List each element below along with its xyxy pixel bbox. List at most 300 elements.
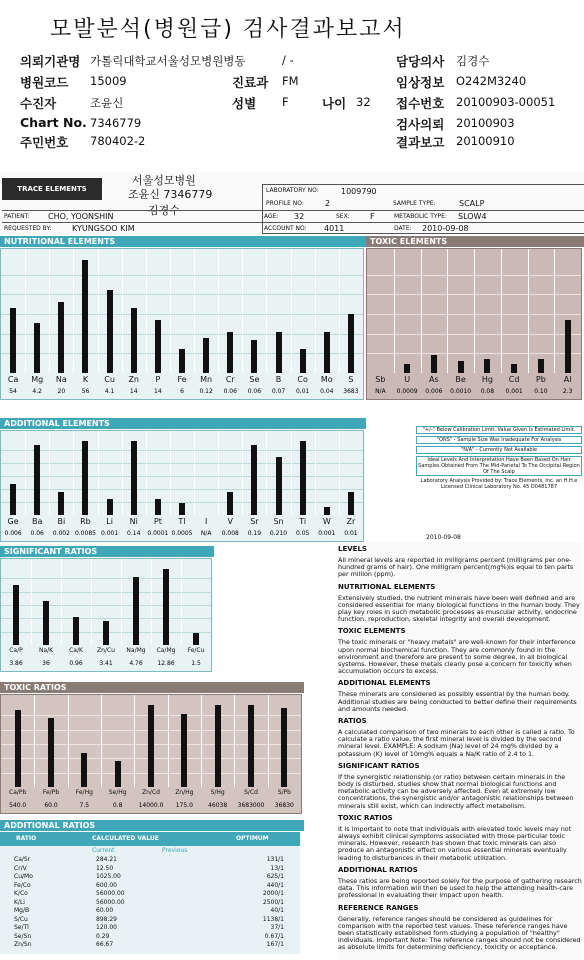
ar-sub-previous: Previous xyxy=(162,847,188,854)
legend-lab: Laboratory Analysis Provided by: Trace Elements, Inc. an H.H.e Licensed Clinical Laboratory No. 45 D0481787 xyxy=(420,478,578,490)
additional-column-divider xyxy=(339,431,340,515)
ar-header xyxy=(0,832,300,846)
date-value: 2010-09-08 xyxy=(422,224,469,233)
nutritional-symbol: K xyxy=(82,375,89,384)
ar-current: 12.50 xyxy=(96,864,114,872)
additional-column-divider xyxy=(266,431,267,515)
explanation-heading: LEVELS xyxy=(338,545,367,553)
toxic_ratios-symbol: Ca/Pb xyxy=(9,789,27,796)
explanation-body: A calculated comparison of two minerals to each other is called a ratio. To calculate a ratio value, the first mineral level is divided by the second mineral level. EXAMPLE: A sodium (Na) level of 24 mg% divided by a potassium (K) level of 10mg% equals a Na/K ratio of 2.4 to 1. xyxy=(338,728,575,758)
additional-value: 0.06 xyxy=(30,530,44,537)
explanation-body: These ratios are being reported solely for the purpose of gathering research data. This information will then be used to help the attending health-care professional in evaluating their impact upon health. xyxy=(338,876,582,900)
additional-symbol: Pt xyxy=(153,517,162,526)
nutritional-bar xyxy=(300,349,306,373)
toxic-bar xyxy=(404,364,410,373)
additional-gridline xyxy=(1,463,363,464)
nutritional-gridline xyxy=(1,314,363,315)
lab-no-label: LABORATORY NO: xyxy=(266,187,319,194)
sample-value: SCALP xyxy=(459,199,485,208)
additional-gridline xyxy=(1,450,363,451)
additional-column-divider xyxy=(73,431,74,515)
additional-bar xyxy=(300,441,306,515)
additional-column-divider xyxy=(49,431,50,515)
significant-column-divider xyxy=(91,559,92,645)
additional-symbol: Ge xyxy=(7,517,19,526)
additional-chart xyxy=(0,430,364,542)
value-clinical-info: O242M3240 xyxy=(456,74,527,88)
toxic_ratios-column-divider xyxy=(234,695,235,787)
metabolic-value: SLOW4 xyxy=(458,212,487,221)
significant-symbol: Na/Mg xyxy=(126,647,146,654)
value-report-date: 20100910 xyxy=(456,134,515,148)
ar-optimum: 0.67/1 xyxy=(264,932,284,940)
header-block xyxy=(20,52,580,152)
explanation-heading: ADDITIONAL ELEMENTS xyxy=(338,679,431,688)
ar-ratio: Se/Sn xyxy=(14,932,32,940)
toxic_ratios-symbol: Se/Hg xyxy=(108,789,127,796)
ar-col-calc: CALCULATED VALUE xyxy=(92,835,159,842)
nutritional-value: 14 xyxy=(129,388,138,395)
label-chart-no: Chart No. xyxy=(20,115,87,130)
nutritional-column-divider xyxy=(339,249,340,373)
sex-label: SEX: xyxy=(336,213,350,220)
toxic-bar xyxy=(484,359,490,373)
ar-ratio: Se/Tl xyxy=(14,924,29,931)
explanation-body: All mineral levels are reported in milligrams percent (milligrams per one-hundred grams of hair). One milligram percent(mg%)is equal to ten parts per million (ppm). xyxy=(338,556,574,579)
significant-bar xyxy=(73,617,79,645)
nutritional-value: 3683 xyxy=(343,388,359,395)
label-hospital-code: 병원코드 xyxy=(20,75,69,90)
toxic_ratios-bar xyxy=(115,761,121,787)
toxic-value: 0.006 xyxy=(425,388,443,395)
value-patient: 조윤신 xyxy=(90,96,124,110)
toxic-value: 0.001 xyxy=(505,388,523,395)
value-ward: / - xyxy=(282,53,294,67)
value-institution: 가톨릭대학교서울성모병원병동 xyxy=(90,54,246,68)
nutritional-symbol: Fe xyxy=(177,375,187,384)
additional-column-divider xyxy=(194,431,195,515)
toxic_ratios-column-divider xyxy=(34,695,35,787)
toxic-value: 0.0010 xyxy=(450,388,472,395)
toxic-value: 0.08 xyxy=(480,388,495,395)
additional-symbol: Ba xyxy=(31,517,43,526)
nutritional-bar xyxy=(155,320,161,373)
additional-symbol: Rb xyxy=(80,517,91,526)
lab-report-scan xyxy=(0,172,584,960)
nutritional-symbol: Co xyxy=(297,375,308,384)
nutritional-heading: NUTRITIONAL ELEMENTS xyxy=(0,236,366,247)
ar-current: 66.67 xyxy=(96,941,114,948)
ar-optimum: 440/1 xyxy=(266,881,284,889)
ar-optimum: 131/1 xyxy=(266,856,284,863)
explanation-body: These minerals are considered as possibly essential by the human body. Additional studies are being conducted to better define their requirements and amounts needed. xyxy=(338,690,577,713)
significant-symbol: Na/K xyxy=(38,647,54,654)
ar-current: 56000.00 xyxy=(96,898,125,906)
toxic_ratios-symbol: S/Cd xyxy=(244,789,258,796)
toxic_ratios-symbol: S/Pb xyxy=(277,789,291,796)
nutritional-symbol: Mg xyxy=(31,375,44,384)
nutritional-bar xyxy=(348,314,354,373)
nutritional-value: 0.06 xyxy=(247,388,262,395)
nutritional-gridline xyxy=(1,334,363,335)
ar-row xyxy=(0,882,300,890)
nutritional-symbol: Cu xyxy=(104,375,115,384)
significant-column-divider xyxy=(181,559,182,645)
nutritional-value: 54 xyxy=(9,388,17,395)
nutritional-symbol: Zn xyxy=(128,375,139,384)
toxic-bar xyxy=(511,364,517,373)
ar-ratio: Fe/Co xyxy=(14,881,31,889)
nutritional-value: 4.2 xyxy=(32,388,42,395)
toxic-ratios-heading: TOXIC RATIOS xyxy=(0,682,304,693)
ar-ratio: K/Co xyxy=(14,890,28,897)
ar-row xyxy=(0,933,300,941)
nutritional-gridline xyxy=(1,294,363,295)
ar-optimum: 37/1 xyxy=(270,924,284,931)
label-patient: 수진자 xyxy=(20,96,57,111)
toxic_ratios-value: 0.8 xyxy=(112,802,123,809)
lab-hospital-name: 서울성모병원 xyxy=(132,174,196,187)
toxic-column-divider xyxy=(394,249,395,373)
ar-current: 0.29 xyxy=(96,932,110,940)
additional-value: 0.006 xyxy=(4,530,22,537)
additional-bar xyxy=(10,484,16,515)
additional-symbol: Ti xyxy=(299,517,307,526)
additional-value: 0.001 xyxy=(101,530,119,537)
nutritional-column-divider xyxy=(266,249,267,373)
requested-value: KYUNGSOO KIM xyxy=(72,224,135,233)
nutritional-symbol: Se xyxy=(249,375,260,384)
significant-bar xyxy=(133,577,139,645)
toxic-bar xyxy=(458,361,464,373)
value-sex: F xyxy=(282,95,289,109)
additional-column-divider xyxy=(25,431,26,515)
account-label: ACCOUNT NO: xyxy=(264,225,307,232)
additional-heading: ADDITIONAL ELEMENTS xyxy=(0,418,366,429)
toxic_ratios-value: 7.5 xyxy=(79,802,90,809)
nutritional-column-divider xyxy=(146,249,147,373)
toxic_ratios-value: 46038 xyxy=(208,802,228,809)
toxic-symbol: Pb xyxy=(535,375,546,384)
additional-symbol: Zr xyxy=(346,517,356,526)
explanation-heading: TOXIC ELEMENTS xyxy=(338,627,406,636)
nutritional-bar xyxy=(131,308,137,373)
additional-ratios-heading: ADDITIONAL RATIOS xyxy=(0,820,304,831)
explanation-body: It is important to note that individuals with elevated toxic levels may not always exhibit clinical symptoms associated with those particular toxic minerals. However, research has shown that toxic minerals can also produce an antagonistic effect on various essential minerals eventually leading to disturbances in their metabolic utilization. xyxy=(338,824,572,862)
additional-value: 0.001 xyxy=(318,530,336,537)
nutritional-bar xyxy=(34,323,40,373)
significant-gridline xyxy=(1,605,211,606)
additional-value: 0.19 xyxy=(247,530,262,537)
toxic-symbol: Cd xyxy=(508,375,520,384)
additional-symbol: I xyxy=(204,517,208,526)
additional-symbol: Bi xyxy=(57,517,66,526)
significant-value: 1.5 xyxy=(191,660,201,667)
ar-row xyxy=(0,873,300,881)
patient-value: CHO, YOONSHIN xyxy=(48,212,114,221)
significant-bar xyxy=(163,569,169,645)
additional-symbol: Ni xyxy=(129,517,138,526)
profile-value: 2 xyxy=(325,199,331,208)
nutritional-bar xyxy=(58,302,64,373)
ar-optimum: 167/1 xyxy=(266,941,284,948)
additional-symbol: Sn xyxy=(273,517,284,526)
ar-row xyxy=(0,856,300,864)
additional-bar xyxy=(227,492,233,515)
nutritional-chart xyxy=(0,248,364,400)
additional-bar xyxy=(276,457,282,516)
ar-current: 898.29 xyxy=(96,915,117,923)
explanation-heading: NUTRITIONAL ELEMENTS xyxy=(338,582,436,591)
ar-row xyxy=(0,941,300,949)
ar-ratio: Cu/Mo xyxy=(14,873,33,880)
additional-value: 0.002 xyxy=(52,530,70,537)
value-doctor: 김경수 xyxy=(456,54,490,68)
toxic-chart xyxy=(366,248,582,400)
significant-value: 12.86 xyxy=(157,660,175,667)
additional-bar xyxy=(131,441,137,515)
additional-value: 0.210 xyxy=(269,530,288,537)
additional-symbol: Sr xyxy=(250,517,259,526)
nutritional-bar xyxy=(324,332,330,373)
additional-column-divider xyxy=(122,431,123,515)
label-doctor: 담당의사 xyxy=(396,54,445,69)
label-institution: 의뢰기관명 xyxy=(20,54,81,69)
explanation-heading: SIGNIFICANT RATIOS xyxy=(338,761,420,770)
toxic_ratios-bar xyxy=(248,705,254,787)
additional-symbol: W xyxy=(322,517,331,526)
toxic_ratios-bar xyxy=(15,710,21,787)
age-value: 32 xyxy=(294,212,305,221)
nutritional-symbol: Ca xyxy=(7,375,19,384)
additional-column-divider xyxy=(291,431,292,515)
nutritional-symbol: Mn xyxy=(200,375,213,384)
toxic-symbol: Al xyxy=(563,375,572,384)
report-title: 모발분석(병원급) 검사결과보고서 xyxy=(50,17,406,42)
toxic_ratios-bar xyxy=(281,708,287,787)
toxic-value: 0.0009 xyxy=(396,388,418,395)
legend-na: "N/A" - Currently Not Available xyxy=(416,446,582,454)
significant-chart xyxy=(0,558,212,672)
nutritional-bar xyxy=(82,260,88,373)
ar-col-ratio: RATIO xyxy=(16,835,37,842)
nutritional-column-divider xyxy=(291,249,292,373)
additional-ratios-table xyxy=(0,832,300,954)
nutritional-bar xyxy=(251,340,257,373)
toxic-bar xyxy=(565,320,571,373)
toxic_ratios-symbol: Zn/Hg xyxy=(175,789,194,796)
toxic_ratios-symbol: S/Hg xyxy=(210,789,225,796)
ar-current: 56000.00 xyxy=(96,890,125,897)
toxic_ratios-column-divider xyxy=(68,695,69,787)
toxic_ratios-value: 14000.0 xyxy=(138,802,164,809)
ar-row xyxy=(0,899,300,907)
significant-symbol: Fe/Cu xyxy=(187,647,205,654)
additional-column-divider xyxy=(218,431,219,515)
additional-column-divider xyxy=(146,431,147,515)
requested-label: REQUESTED BY: xyxy=(4,225,52,232)
nutritional-bar xyxy=(179,349,185,373)
toxic-column-divider xyxy=(474,249,475,373)
nutritional-bar xyxy=(10,308,16,373)
legend-above: "+/-" Below Calibration Limit. Value Given Is Estimated Limit. xyxy=(416,426,582,434)
ar-ratio: S/Cu xyxy=(14,915,28,923)
patient-row xyxy=(2,210,584,222)
additional-value: 0.008 xyxy=(221,530,239,537)
additional-column-divider xyxy=(242,431,243,515)
additional-symbol: Tl xyxy=(178,517,186,526)
significant-symbol: Ca/K xyxy=(69,647,83,654)
ar-row xyxy=(0,890,300,898)
significant-gridline xyxy=(1,618,211,619)
nutritional-column-divider xyxy=(98,249,99,373)
explanation-heading: TOXIC RATIOS xyxy=(338,813,393,822)
nutritional-column-divider xyxy=(218,249,219,373)
ar-ratio: Zn/Sn xyxy=(14,941,32,948)
explanation-heading: ADDITIONAL RATIOS xyxy=(338,865,418,874)
value-chart-no: 7346779 xyxy=(90,116,142,130)
toxic_ratios-value: 3683000 xyxy=(237,802,265,809)
ar-current: 600.00 xyxy=(96,881,117,889)
label-department: 진료과 xyxy=(232,75,269,90)
additional-symbol: V xyxy=(227,517,233,526)
significant-value: 3.41 xyxy=(99,660,113,667)
nutritional-bar xyxy=(276,332,282,373)
additional-bar xyxy=(324,507,330,515)
additional-bar xyxy=(58,492,64,515)
additional-column-divider xyxy=(98,431,99,515)
additional-column-divider xyxy=(170,431,171,515)
significant-value: 0.96 xyxy=(69,660,83,667)
toxic-symbol: U xyxy=(404,375,411,384)
nutritional-value: 0.01 xyxy=(295,388,310,395)
significant-gridline xyxy=(1,592,211,593)
significant-bar xyxy=(43,601,49,645)
ar-current: 284.21 xyxy=(96,856,117,863)
toxic-symbol: Be xyxy=(455,375,466,384)
sample-label: SAMPLE TYPE: xyxy=(393,200,436,207)
additional-bar xyxy=(34,445,40,515)
label-age: 나이 xyxy=(322,96,347,111)
ar-current: 120.00 xyxy=(96,924,117,931)
nutritional-value: 0.07 xyxy=(271,388,286,395)
explanation-body: Extensively studied, the nutrient minerals have been well defined and are considered essential for many biological functions in the human body. They play key roles in such metabolic processes as muscular activity, endocrine function, reproduction, skeletal integrity and overall development. xyxy=(338,593,580,624)
sex-value: F xyxy=(370,212,375,221)
additional-bar xyxy=(107,499,113,515)
profile-label: PROFILE NO: xyxy=(266,200,304,207)
label-report-date: 결과보고 xyxy=(396,135,445,150)
nutritional-symbol: S xyxy=(348,375,354,384)
significant-bar xyxy=(13,585,19,645)
significant-column-divider xyxy=(151,559,152,645)
toxic-symbol: Hg xyxy=(481,375,493,384)
nutritional-column-divider xyxy=(122,249,123,373)
label-clinical-info: 임상정보 xyxy=(396,75,445,90)
toxic_ratios-value: 540.0 xyxy=(9,802,27,809)
nutritional-bar xyxy=(203,338,209,373)
additional-bar xyxy=(251,445,257,515)
additional-value: 0.14 xyxy=(127,530,141,537)
additional-value: 0.0005 xyxy=(171,530,193,537)
trace-elements-logo: TRACE ELEMENTS xyxy=(2,178,102,200)
ar-row xyxy=(0,924,300,932)
ar-row xyxy=(0,907,300,915)
toxic-value: 2.3 xyxy=(562,388,573,395)
patient-label: PATIENT: xyxy=(4,213,30,220)
toxic-column-divider xyxy=(421,249,422,373)
toxic-value: 0.10 xyxy=(534,388,548,395)
toxic_ratios-column-divider xyxy=(134,695,135,787)
nutritional-value: 4.1 xyxy=(104,388,115,395)
nutritional-column-divider xyxy=(25,249,26,373)
toxic-value: N/A xyxy=(375,388,386,395)
toxic_ratios-bar xyxy=(215,705,221,787)
toxic_ratios-column-divider xyxy=(101,695,102,787)
significant-symbol: Ca/Mg xyxy=(156,647,176,654)
toxic_ratios-bar xyxy=(181,714,187,787)
ar-current: 1025.00 xyxy=(96,873,121,880)
label-receipt-no: 접수번호 xyxy=(396,96,445,111)
significant-heading: SIGNIFICANT RATIOS xyxy=(0,546,214,557)
toxic_ratios-column-divider xyxy=(201,695,202,787)
significant-column-divider xyxy=(31,559,32,645)
significant-bar xyxy=(193,633,199,645)
nutritional-column-divider xyxy=(170,249,171,373)
significant-symbol: Zn/Cu xyxy=(97,647,115,654)
toxic-column-divider xyxy=(447,249,448,373)
requested-row xyxy=(2,222,584,234)
value-resident-no: 780402-2 xyxy=(90,134,146,148)
value-age: 32 xyxy=(356,95,371,109)
toxic_ratios-value: 60.0 xyxy=(44,802,58,809)
toxic-symbol: As xyxy=(429,375,439,384)
ar-row xyxy=(0,865,300,873)
account-value: 4011 xyxy=(324,224,345,233)
additional-value: 0.0085 xyxy=(74,530,96,537)
additional-value: N/A xyxy=(200,530,212,537)
ar-row xyxy=(0,916,300,924)
nutritional-bar xyxy=(227,332,233,373)
toxic-column-divider xyxy=(501,249,502,373)
ar-ratio: Cr/V xyxy=(14,864,27,872)
toxic_ratios-column-divider xyxy=(268,695,269,787)
additional-bar xyxy=(82,441,88,515)
ar-ratio: Mg/B xyxy=(14,907,30,914)
nutritional-symbol: P xyxy=(155,375,161,384)
toxic-ratios-chart xyxy=(0,694,302,814)
toxic_ratios-bar xyxy=(81,753,87,787)
nutritional-bar xyxy=(107,290,113,373)
value-hospital-code: 15009 xyxy=(90,74,127,88)
explanation-body: If the synergistic relationship (or ratio) between certain minerals in the body is disturbed, studies show that normal biological functions and metabolic activity can be adversely affected. Even at extremely low concentrations, the synergistic and/or antagonistic relationships between minerals still exist, which can indirectly affect metabolism. xyxy=(338,772,574,810)
metabolic-label: METABOLIC TYPE: xyxy=(394,213,447,220)
nutritional-value: 0.12 xyxy=(199,388,213,395)
additional-value: 0.0001 xyxy=(147,530,169,537)
nutritional-column-divider xyxy=(49,249,50,373)
nutritional-column-divider xyxy=(194,249,195,373)
significant-value: 3.86 xyxy=(9,660,23,667)
ar-optimum: 2000/1 xyxy=(262,890,284,897)
label-resident-no: 주민번호 xyxy=(20,135,69,150)
value-receipt-no: 20100903-00051 xyxy=(456,95,556,109)
nutritional-column-divider xyxy=(73,249,74,373)
age-label: AGE: xyxy=(264,213,279,220)
nutritional-symbol: Mo xyxy=(320,375,333,384)
lab-no-value: 1009790 xyxy=(341,187,377,196)
legend-ideal: Ideal Levels And Interpretation Have Been Based On Hair Samples Obtained From The Mid-Parietal To The Occipital Region Of The Scalp xyxy=(416,456,582,476)
lab-info-band xyxy=(0,172,584,234)
significant-value: 36 xyxy=(42,660,50,667)
